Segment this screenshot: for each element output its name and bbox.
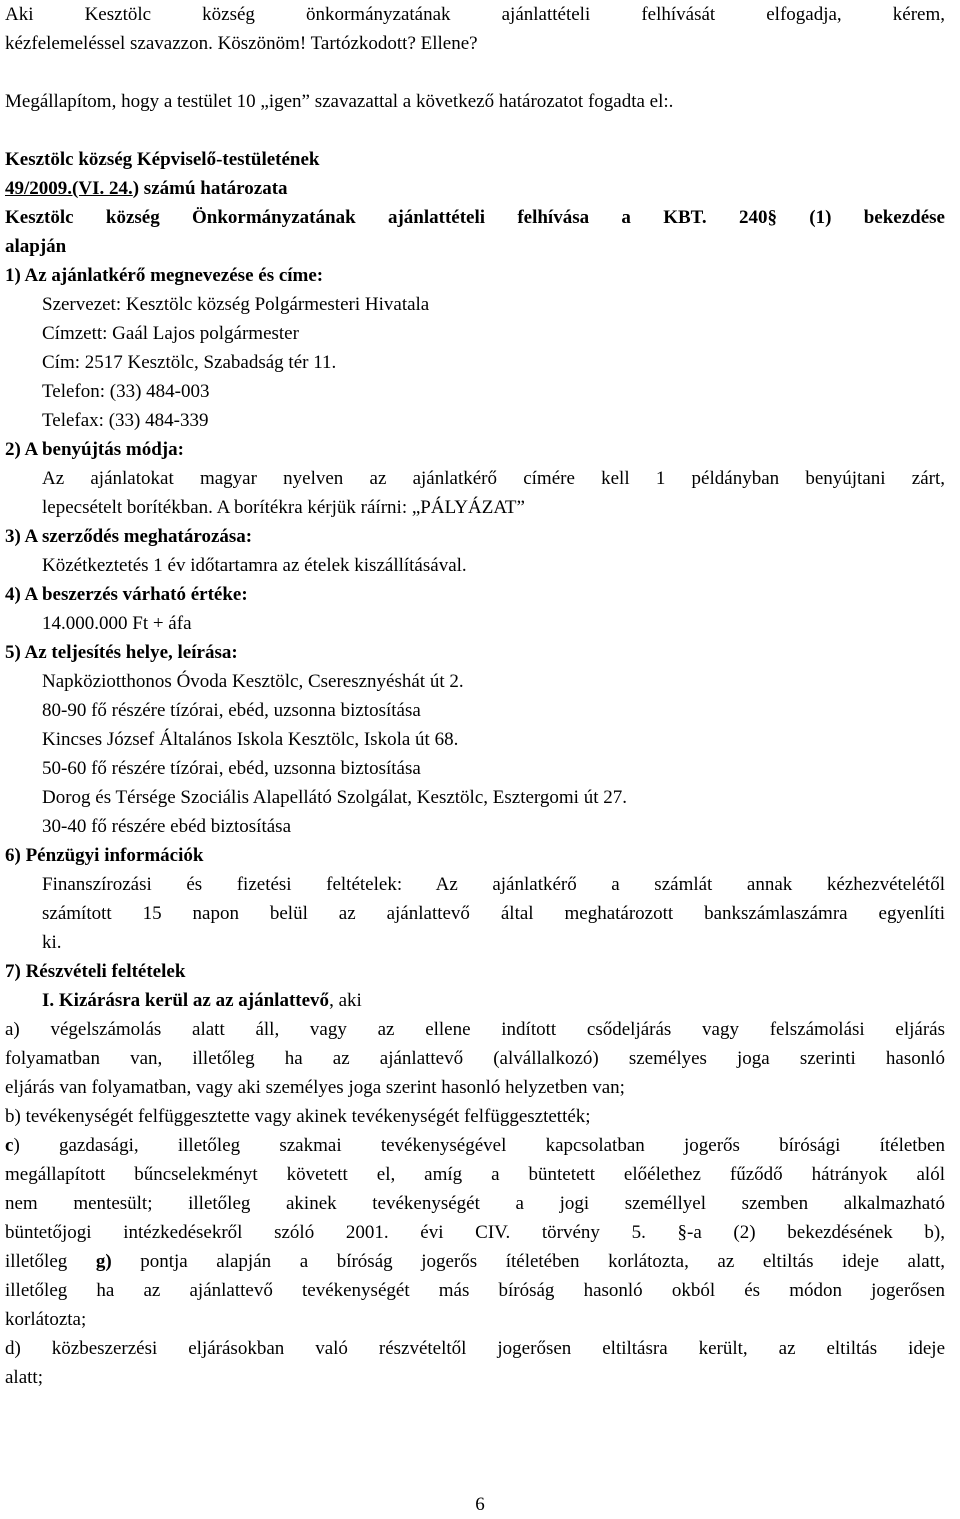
submission-line-2: lepecsételt borítékban. A borítékra kérjük ráírni: „PÁLYÁZAT” (42, 497, 525, 518)
exclusion-heading (42, 986, 362, 1015)
clause-c-line (5, 1131, 945, 1160)
section-7-heading (5, 957, 185, 986)
resolution-number-rest: ) számú határozata (132, 178, 288, 199)
clause-b: b) tevékenységét felfüggesztette vagy akinek tevékenységét felfüggesztették; (5, 1106, 591, 1127)
clause-d-line: alatt; (5, 1367, 43, 1388)
clause-a-line: eljárás van folyamatban, vagy aki személyes joga szerint hasonló helyzetben van; (5, 1077, 625, 1098)
clause-c-line: nem mentesült; illetőleg akinek tevékenységét a jogi személlyel szemben alkalmazható (5, 1193, 945, 1214)
finance-line-3: ki. (42, 932, 62, 953)
exclusion-heading-bold: I. Kizárásra kerül az az ajánlattevő (42, 990, 330, 1011)
section-7-number: 7) (5, 961, 21, 982)
section-1-heading (5, 261, 323, 290)
section-5-title: Az teljesítés helye, leírása: (24, 642, 238, 663)
section-5-number: 5) (5, 642, 21, 663)
contract-description: Közétkeztetés 1 év időtartamra az ételek kiszállításával. (42, 555, 467, 576)
resolution-number-date: 49/2009.(VI. 24. (5, 178, 133, 199)
section-3-number: 3) (5, 526, 21, 547)
section-2-title: A benyújtás módja: (24, 439, 184, 460)
section-1-number: 1) (5, 265, 21, 286)
section-6-title: Pénzügyi információk (25, 845, 204, 866)
clause-c-g-letter: g) (95, 1251, 112, 1272)
location-line: Napköziotthonos Óvoda Kesztölc, Cseresznyéshát út 2. (42, 671, 464, 692)
section-4-heading (5, 580, 248, 609)
finance-line-2: számított 15 napon belül az ajánlattevő által meghatározott bankszámlaszámra egyenlíti (42, 903, 945, 924)
section-6-number: 6) (5, 845, 21, 866)
section-4-number: 4) (5, 584, 21, 605)
resolution-subject-line-2: alapján (5, 236, 67, 257)
location-line: Dorog és Térsége Szociális Alapellátó Szolgálat, Kesztölc, Esztergomi út 27. (42, 787, 627, 808)
contact-address: Cím: 2517 Kesztölc, Szabadság tér 11. (42, 352, 337, 373)
resolution-subject-line-1: Kesztölc község Önkormányzatának ajánlattételi felhívása a KBT. 240§ (1) bekezdése (5, 207, 945, 228)
location-line: 50-60 fő részére tízórai, ebéd, uzsonna biztosítása (42, 758, 421, 779)
resolution-title: Kesztölc község Képviselő-testületének (5, 149, 320, 170)
location-line: Kincses József Általános Iskola Kesztölc, Iskola út 68. (42, 729, 459, 750)
section-2-heading (5, 435, 184, 464)
clause-a-line: a) végelszámolás alatt áll, vagy az ellene indított csődeljárás vagy felszámolási eljárás (5, 1019, 945, 1040)
contact-addressee: Címzett: Gaál Lajos polgármester (42, 323, 299, 344)
section-3-title: A szerződés meghatározása: (24, 526, 253, 547)
clause-c-line: megállapított bűncselekményt követett el, amíg a büntetett előélethez fűződő hátrányok alól (5, 1164, 945, 1185)
page-number: 6 (475, 1494, 485, 1515)
contact-organization: Szervezet: Kesztölc község Polgármesteri Hivatala (42, 294, 430, 315)
clause-c-line: illetőleg ha az ajánlattevő tevékenységét más bíróság hasonló okból és módon jogerősen (5, 1280, 945, 1301)
section-4-title: A beszerzés várható értéke: (24, 584, 248, 605)
section-1-title: Az ajánlatkérő megnevezése és címe: (24, 265, 324, 286)
submission-line-1: Az ajánlatokat magyar nyelven az ajánlatkérő címére kell 1 példányban benyújtani zárt, (42, 468, 945, 489)
clause-c-line: büntetőjogi intézkedésekről szóló 2001. évi CIV. törvény 5. §-a (2) bekezdésének b), (5, 1222, 945, 1243)
clause-a-line: folyamatban van, illetőleg ha az ajánlattevő (alvállalkozó) személyes joga szerinti hasonló (5, 1048, 945, 1069)
contact-fax: Telefax: (33) 484-339 (42, 410, 209, 431)
intro-line-2: kézfelemeléssel szavazzon. Köszönöm! Tartózkodott? Ellene? (5, 33, 478, 54)
clause-d-line: d) közbeszerzési eljárásokban való részvételtől jogerősen eltiltásra került, az eltiltás ideje (5, 1338, 945, 1359)
section-5-heading (5, 638, 238, 667)
section-3-heading (5, 522, 252, 551)
exclusion-heading-rest: , aki (329, 990, 362, 1011)
section-7-title: Részvételi feltételek (25, 961, 186, 982)
location-line: 30-40 fő részére ebéd biztosítása (42, 816, 292, 837)
location-line: 80-90 fő részére tízórai, ebéd, uzsonna biztosítása (42, 700, 421, 721)
contact-phone: Telefon: (33) 484-003 (42, 381, 210, 402)
resolution-number (5, 174, 288, 203)
clause-c-letter: c (5, 1135, 14, 1156)
section-2-number: 2) (5, 439, 21, 460)
clause-c-line (5, 1247, 945, 1276)
clause-c-first-rest: ) gazdasági, illetőleg szakmai tevékenységével kapcsolatban jogerős bírósági ítéletben (13, 1135, 945, 1156)
section-6-heading (5, 841, 203, 870)
clause-c-g-rest: pontja alapján a bíróság jogerős ítéletében korlátozta, az eltiltás ideje alatt, (111, 1251, 945, 1272)
clause-c-g-pre: illetőleg (5, 1251, 96, 1272)
finance-line-1: Finanszírozási és fizetési feltételek: Az ajánlatkérő a számlát annak kézhezvételétől (42, 874, 945, 895)
clause-c-line: korlátozta; (5, 1309, 87, 1330)
intro-line-1: Aki Kesztölc község önkormányzatának ajánlattételi felhívását elfogadja, kérem, (5, 4, 945, 25)
estimated-value: 14.000.000 Ft + áfa (42, 613, 192, 634)
vote-statement: Megállapítom, hogy a testület 10 „igen” szavazattal a következő határozatot fogadta el:. (5, 91, 674, 112)
